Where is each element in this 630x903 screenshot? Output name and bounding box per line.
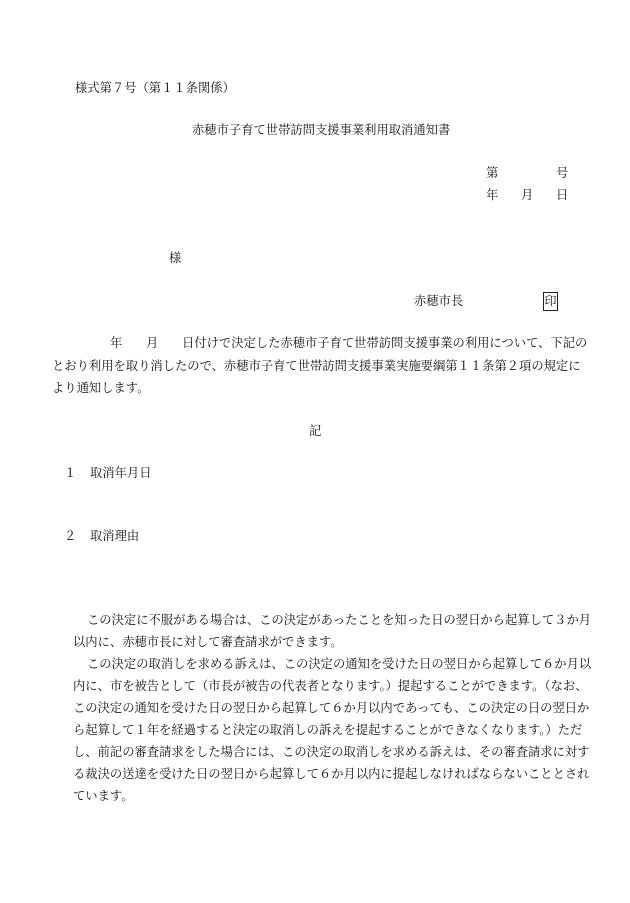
addressee-suffix: 様 — [169, 251, 182, 265]
notice-line: この決定に不服がある場合は、この決定があったことを知った日の翌日から起算して３か月 — [87, 613, 592, 627]
form-number: 様式第７号（第１１条関係） — [75, 81, 235, 95]
doc-number-suffix: 号 — [556, 166, 569, 180]
date-day: 日 — [556, 188, 569, 202]
doc-number-prefix: 第 — [486, 166, 499, 180]
notice-line: ら起算して１年を経過すると決定の取消しの訴えを提起することができなくなります。）ただ — [73, 723, 583, 737]
item-2-number: ２ — [64, 529, 77, 543]
ki-heading: 記 — [309, 424, 322, 438]
notice-line: この決定の通知を受けた日の翌日から起算して６か月以内であっても、この決定の日の翌日か — [73, 701, 590, 715]
body-line-1: 日付けで決定した赤穂市子育て世帯訪問支援事業の利用について、下記の — [182, 336, 588, 350]
document-title: 赤穂市子育て世帯訪問支援事業利用取消通知書 — [192, 123, 451, 137]
date-year: 年 — [486, 188, 499, 202]
notice-line: この決定の取消しを求める訴えは、この決定の通知を受けた日の翌日から起算して６か月以 — [87, 657, 592, 671]
notice-line: 内に、市を被告として（市長が被告の代表者となります。）提起することができます。（なお、 — [73, 679, 588, 693]
notice-line: し、前記の審査請求をした場合には、この決定の取消しを求める訴えは、その審査請求に対す — [73, 745, 590, 759]
body-year: 年 — [110, 336, 123, 350]
item-1-label: 取消年月日 — [90, 466, 152, 480]
notice-line: ています。 — [73, 789, 134, 803]
date-month: 月 — [521, 188, 534, 202]
notice-line: 以内に、赤穂市長に対して審査請求ができます。 — [73, 635, 343, 649]
item-2-label: 取消理由 — [90, 529, 140, 543]
notice-line: る裁決の送達を受けた日の翌日から起算して６か月以内に提起しなければならないこととされ — [73, 767, 590, 781]
body-line-2: とおり利用を取り消したので、赤穂市子育て世帯訪問支援事業実施要綱第１１条第２項の規定に — [52, 359, 581, 373]
seal-box: 印 — [543, 292, 558, 311]
item-1-number: １ — [64, 466, 77, 480]
body-month: 月 — [146, 336, 159, 350]
issuer: 赤穂市長 — [414, 294, 464, 308]
body-line-3: より通知します。 — [52, 381, 150, 395]
